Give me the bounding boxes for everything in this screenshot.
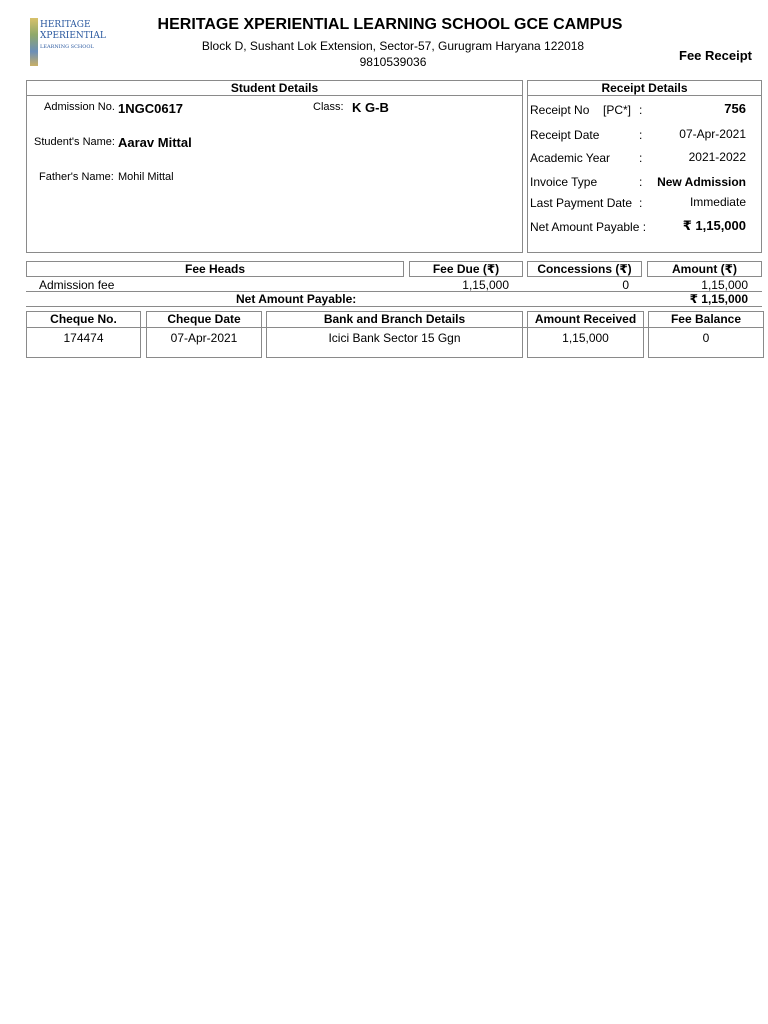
fee-balance-value: 0 <box>702 331 710 345</box>
academic-year-sep: : <box>639 151 643 165</box>
receipt-no-label: Receipt No <box>530 103 590 117</box>
fee-heads-header-cell <box>26 261 404 277</box>
school-phone: 9810539036 <box>359 55 427 69</box>
receipt-details-header: Receipt Details <box>601 81 688 95</box>
amount-received-header: Amount Received <box>534 312 637 326</box>
student-header-divider <box>26 95 523 96</box>
cheque-no-header: Cheque No. <box>50 312 117 326</box>
net-amount-label: Net Amount Payable : <box>530 220 647 234</box>
amount-received-value: 1,15,000 <box>562 331 609 345</box>
bank-details-value: Icici Bank Sector 15 Ggn <box>328 331 461 345</box>
class-label: Class: <box>313 101 344 113</box>
father-name-label: Father's Name: <box>39 171 114 183</box>
net-amount-value: ₹ 1,15,000 <box>682 218 746 233</box>
class-value: K G-B <box>352 100 389 115</box>
admission-no-value: 1NGC0617 <box>118 101 184 116</box>
student-details-header: Student Details <box>230 81 319 95</box>
school-name: HERITAGE XPERIENTIAL LEARNING SCHOOL GCE CAMPUS <box>157 16 623 33</box>
payment-header-divider <box>26 327 764 328</box>
document-title: Fee Receipt <box>679 48 752 63</box>
receipt-date-label: Receipt Date <box>530 128 600 142</box>
concessions-header: Concessions (₹) <box>537 262 632 276</box>
receipt-date-value: 07-Apr-2021 <box>679 127 746 141</box>
fee-balance-header: Fee Balance <box>670 312 742 326</box>
logo-text <box>40 20 106 53</box>
receipt-date-sep: : <box>639 128 643 142</box>
fee-row-amount: 1,15,000 <box>701 278 748 292</box>
student-name-label: Student's Name: <box>34 136 115 148</box>
receipt-no-code: [PC*] <box>603 103 632 117</box>
fee-net-label: Net Amount Payable: <box>236 292 357 306</box>
logo-emblem <box>30 18 38 66</box>
receipt-no-sep: : <box>639 103 643 117</box>
cheque-date-value: 07-Apr-2021 <box>170 331 238 345</box>
invoice-type-sep: : <box>639 175 643 189</box>
student-name-value: Aarav Mittal <box>118 135 192 150</box>
last-payment-date-value: Immediate <box>689 195 746 209</box>
receipt-header-divider <box>527 95 762 96</box>
school-address: Block D, Sushant Lok Extension, Sector-57, Gurugram Haryana 122018 <box>201 39 585 53</box>
fee-due-header-cell <box>409 261 523 277</box>
fee-heads-header: Fee Heads <box>184 262 246 276</box>
concessions-header-cell <box>527 261 642 277</box>
fee-net-divider <box>26 306 762 307</box>
invoice-type-label: Invoice Type <box>530 175 598 189</box>
last-payment-date-sep: : <box>639 196 643 210</box>
invoice-type-value: New Admission <box>657 175 746 189</box>
last-payment-date-label: Last Payment Date <box>530 196 633 210</box>
amount-header-cell <box>647 261 762 277</box>
father-name-value: Mohil Mittal <box>118 171 174 183</box>
logo-line-2: XPERIENTIAL <box>40 31 106 41</box>
cheque-no-value: 174474 <box>63 331 104 345</box>
receipt-no-value: 756 <box>724 101 746 116</box>
logo-line-1: HERITAGE <box>40 20 91 30</box>
logo-line-3: LEARNING SCHOOL <box>40 44 94 50</box>
school-logo <box>30 18 106 66</box>
amount-header: Amount (₹) <box>672 262 737 276</box>
fee-row-due: 1,15,000 <box>462 278 509 292</box>
fee-row-concession: 0 <box>622 278 629 292</box>
fee-net-value: ₹ 1,15,000 <box>689 292 748 306</box>
bank-details-header: Bank and Branch Details <box>323 312 466 326</box>
academic-year-label: Academic Year <box>530 151 611 165</box>
fee-due-header: Fee Due (₹) <box>432 262 500 276</box>
academic-year-value: 2021-2022 <box>688 150 746 164</box>
cheque-date-header: Cheque Date <box>167 312 241 326</box>
fee-row-head: Admission fee <box>39 278 115 292</box>
admission-no-label: Admission No. <box>44 101 115 113</box>
